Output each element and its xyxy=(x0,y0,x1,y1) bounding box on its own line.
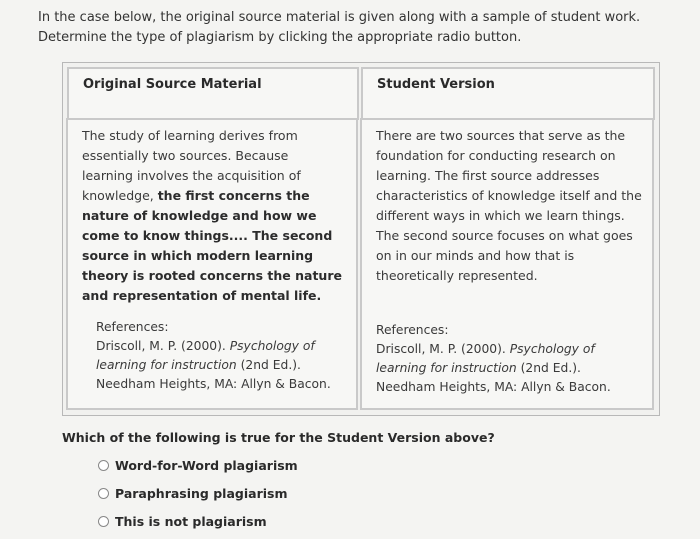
radio-button[interactable] xyxy=(98,488,109,499)
ref-edition: (2nd Ed.). xyxy=(236,358,301,372)
student-version-text: There are two sources that serve as the foundation for conducting research on learning. The first source addresses characteristics of knowledge itself and the different ways in which we learn things. The second source focuses on what goes on in our minds and how that is theoretically represented. xyxy=(376,128,642,283)
ref-author: Driscoll, M. P. (2000). xyxy=(96,339,230,353)
option-word-for-word[interactable] xyxy=(98,458,298,473)
option-paraphrasing[interactable] xyxy=(98,486,287,501)
original-bold-text: the first concerns the nature of knowledge and how we come to know things.... The second source in which modern learning theory is rooted concerns the nature and representation of mental life. xyxy=(82,188,342,303)
references-label: References: xyxy=(96,320,169,334)
ref-title-1: Psychology of xyxy=(229,339,315,353)
ref-publisher: Needham Heights, MA: Allyn & Bacon. xyxy=(96,377,331,391)
ref-title-2: learning for instruction xyxy=(376,361,517,375)
ref-publisher: Needham Heights, MA: Allyn & Bacon. xyxy=(376,380,611,394)
header-student: Student Version xyxy=(377,77,495,92)
instructions xyxy=(38,8,678,48)
question-text: Which of the following is true for the Student Version above? xyxy=(62,430,495,445)
references-label: References: xyxy=(376,323,449,337)
ref-edition: (2nd Ed.). xyxy=(516,361,581,375)
option-not-plagiarism[interactable] xyxy=(98,514,267,529)
option-label: Paraphrasing plagiarism xyxy=(115,486,288,501)
header-original: Original Source Material xyxy=(83,77,262,92)
original-plain-text: The study of learning derives from essentially two sources. Because learning involves the acquisition of knowledge, xyxy=(82,128,301,203)
instructions-line-2: Determine the type of plagiarism by clicking the appropriate radio button. xyxy=(38,30,522,45)
ref-title-2: learning for instruction xyxy=(96,358,237,372)
comparison-body xyxy=(62,62,658,414)
ref-title-1: Psychology of xyxy=(509,342,595,356)
option-label: This is not plagiarism xyxy=(115,514,267,529)
ref-author: Driscoll, M. P. (2000). xyxy=(376,342,510,356)
original-source-cell xyxy=(66,118,358,410)
student-references xyxy=(376,321,611,397)
original-references xyxy=(96,318,331,394)
option-label: Word-for-Word plagiarism xyxy=(115,458,298,473)
original-source-text xyxy=(82,126,342,306)
instructions-line-1: In the case below, the original source material is given along with a sample of student work. xyxy=(38,10,641,25)
radio-button[interactable] xyxy=(98,460,109,471)
student-version-cell xyxy=(360,118,654,410)
radio-button[interactable] xyxy=(98,516,109,527)
